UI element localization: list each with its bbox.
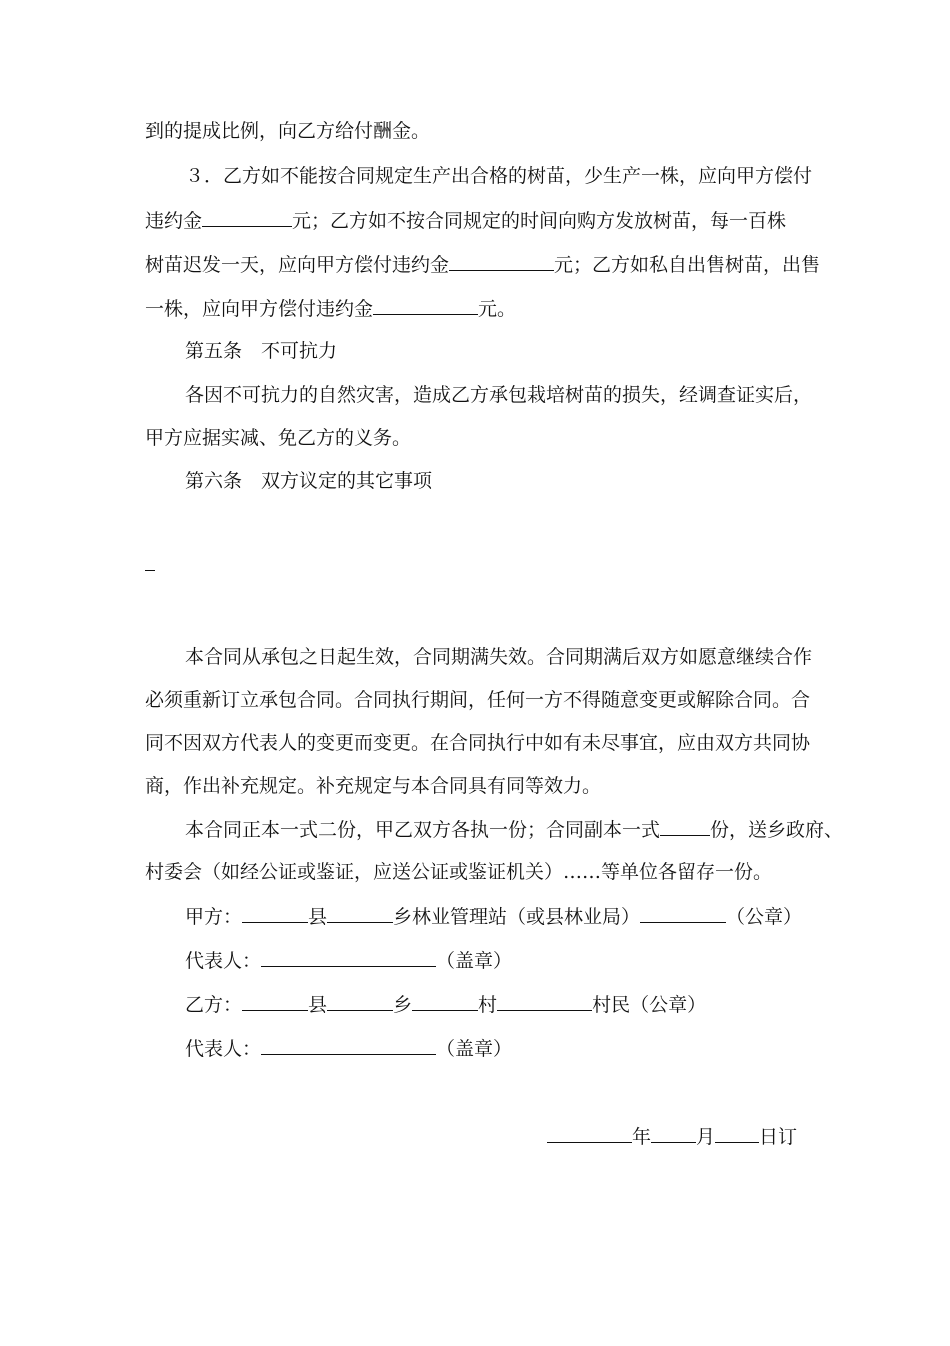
text: ３．乙方如不能按合同规定生产出合格的树苗，少生产一株，应向甲方偿付 bbox=[185, 165, 813, 187]
text: 月 bbox=[696, 1126, 716, 1148]
blank-field bbox=[651, 1122, 696, 1143]
text: （盖章） bbox=[436, 950, 513, 972]
text: 同不因双方代表人的变更而变更。在合同执行中如有未尽事宜，应由双方共同协 bbox=[145, 732, 811, 754]
text: 村民（公章） bbox=[592, 994, 707, 1016]
text: 本合同从承包之日起生效，合同期满失效。合同期满后双方如愿意继续合作 bbox=[185, 646, 813, 668]
rep-a-line bbox=[185, 946, 865, 975]
text: 代表人： bbox=[185, 950, 262, 972]
text: （公章） bbox=[726, 906, 803, 928]
text: 第六条 双方议定的其它事项 bbox=[185, 470, 433, 492]
text: 代表人： bbox=[185, 1038, 262, 1060]
blank-field bbox=[412, 990, 478, 1011]
text-line bbox=[145, 858, 825, 886]
blank-field bbox=[202, 206, 292, 227]
text-line bbox=[185, 381, 865, 409]
blank-dash bbox=[145, 570, 155, 571]
text: 商，作出补充规定。补充规定与本合同具有同等效力。 bbox=[145, 775, 602, 797]
party-a-line bbox=[185, 902, 865, 931]
text: 村委会（如经公证或鉴证，应送公证或鉴证机关）……等单位各留存一份。 bbox=[145, 861, 773, 883]
text: 乙方： bbox=[185, 994, 243, 1016]
text-line bbox=[145, 686, 825, 714]
text: 元。 bbox=[478, 298, 517, 320]
clause-3-line bbox=[185, 162, 865, 190]
text: 本合同正本一式二份，甲乙双方各执一份；合同副本一式 bbox=[185, 819, 661, 841]
text-line bbox=[145, 424, 825, 452]
text: 元；乙方如私自出售树苗，出售 bbox=[554, 254, 821, 276]
text: 一株，应向甲方偿付违约金 bbox=[145, 298, 374, 320]
text-line bbox=[145, 117, 825, 145]
article-6-title bbox=[185, 467, 865, 495]
blank-field bbox=[640, 902, 726, 923]
text-line bbox=[145, 772, 825, 800]
blank-field bbox=[242, 990, 308, 1011]
blank-field bbox=[715, 1122, 759, 1143]
text: 村 bbox=[478, 994, 498, 1016]
blank-field bbox=[261, 1034, 436, 1055]
text: 甲方应据实减、免乙方的义务。 bbox=[145, 427, 412, 449]
text: 元；乙方如不按合同规定的时间向购方发放树苗，每一百株 bbox=[292, 210, 787, 232]
blank-field bbox=[242, 902, 308, 923]
blank-field bbox=[327, 902, 393, 923]
blank-field bbox=[660, 815, 710, 836]
text: 乡 bbox=[393, 994, 413, 1016]
text: 第五条 不可抗力 bbox=[185, 340, 338, 362]
text: 到的提成比例，向乙方给付酬金。 bbox=[145, 120, 431, 142]
text: 甲方： bbox=[185, 906, 243, 928]
text: 年 bbox=[632, 1126, 652, 1148]
text: （盖章） bbox=[436, 1038, 513, 1060]
text-line bbox=[145, 206, 825, 235]
blank-field bbox=[547, 1122, 632, 1143]
party-b-line bbox=[185, 990, 865, 1019]
date-line bbox=[547, 1122, 827, 1151]
text-line bbox=[145, 294, 825, 323]
rep-b-line bbox=[185, 1034, 865, 1063]
blank-field bbox=[497, 990, 592, 1011]
blank-field bbox=[373, 294, 478, 315]
text-line bbox=[145, 729, 825, 757]
text-line bbox=[185, 815, 865, 844]
blank-field bbox=[261, 946, 436, 967]
text: 份，送乡政府、 bbox=[710, 819, 844, 841]
text: 乡林业管理站（或县林业局） bbox=[393, 906, 641, 928]
text: 树苗迟发一天，应向甲方偿付违约金 bbox=[145, 254, 450, 276]
text-line bbox=[145, 250, 825, 279]
text-line bbox=[185, 643, 865, 671]
text: 日订 bbox=[759, 1126, 798, 1148]
text: 县 bbox=[308, 994, 328, 1016]
blank-field bbox=[327, 990, 393, 1011]
article-5-title bbox=[185, 337, 865, 365]
text: 必须重新订立承包合同。合同执行期间，任何一方不得随意变更或解除合同。合 bbox=[145, 689, 811, 711]
blank-field bbox=[449, 250, 554, 271]
text: 县 bbox=[308, 906, 328, 928]
text: 违约金 bbox=[145, 210, 203, 232]
text: 各因不可抗力的自然灾害，造成乙方承包栽培树苗的损失，经调查证实后， bbox=[185, 384, 813, 406]
